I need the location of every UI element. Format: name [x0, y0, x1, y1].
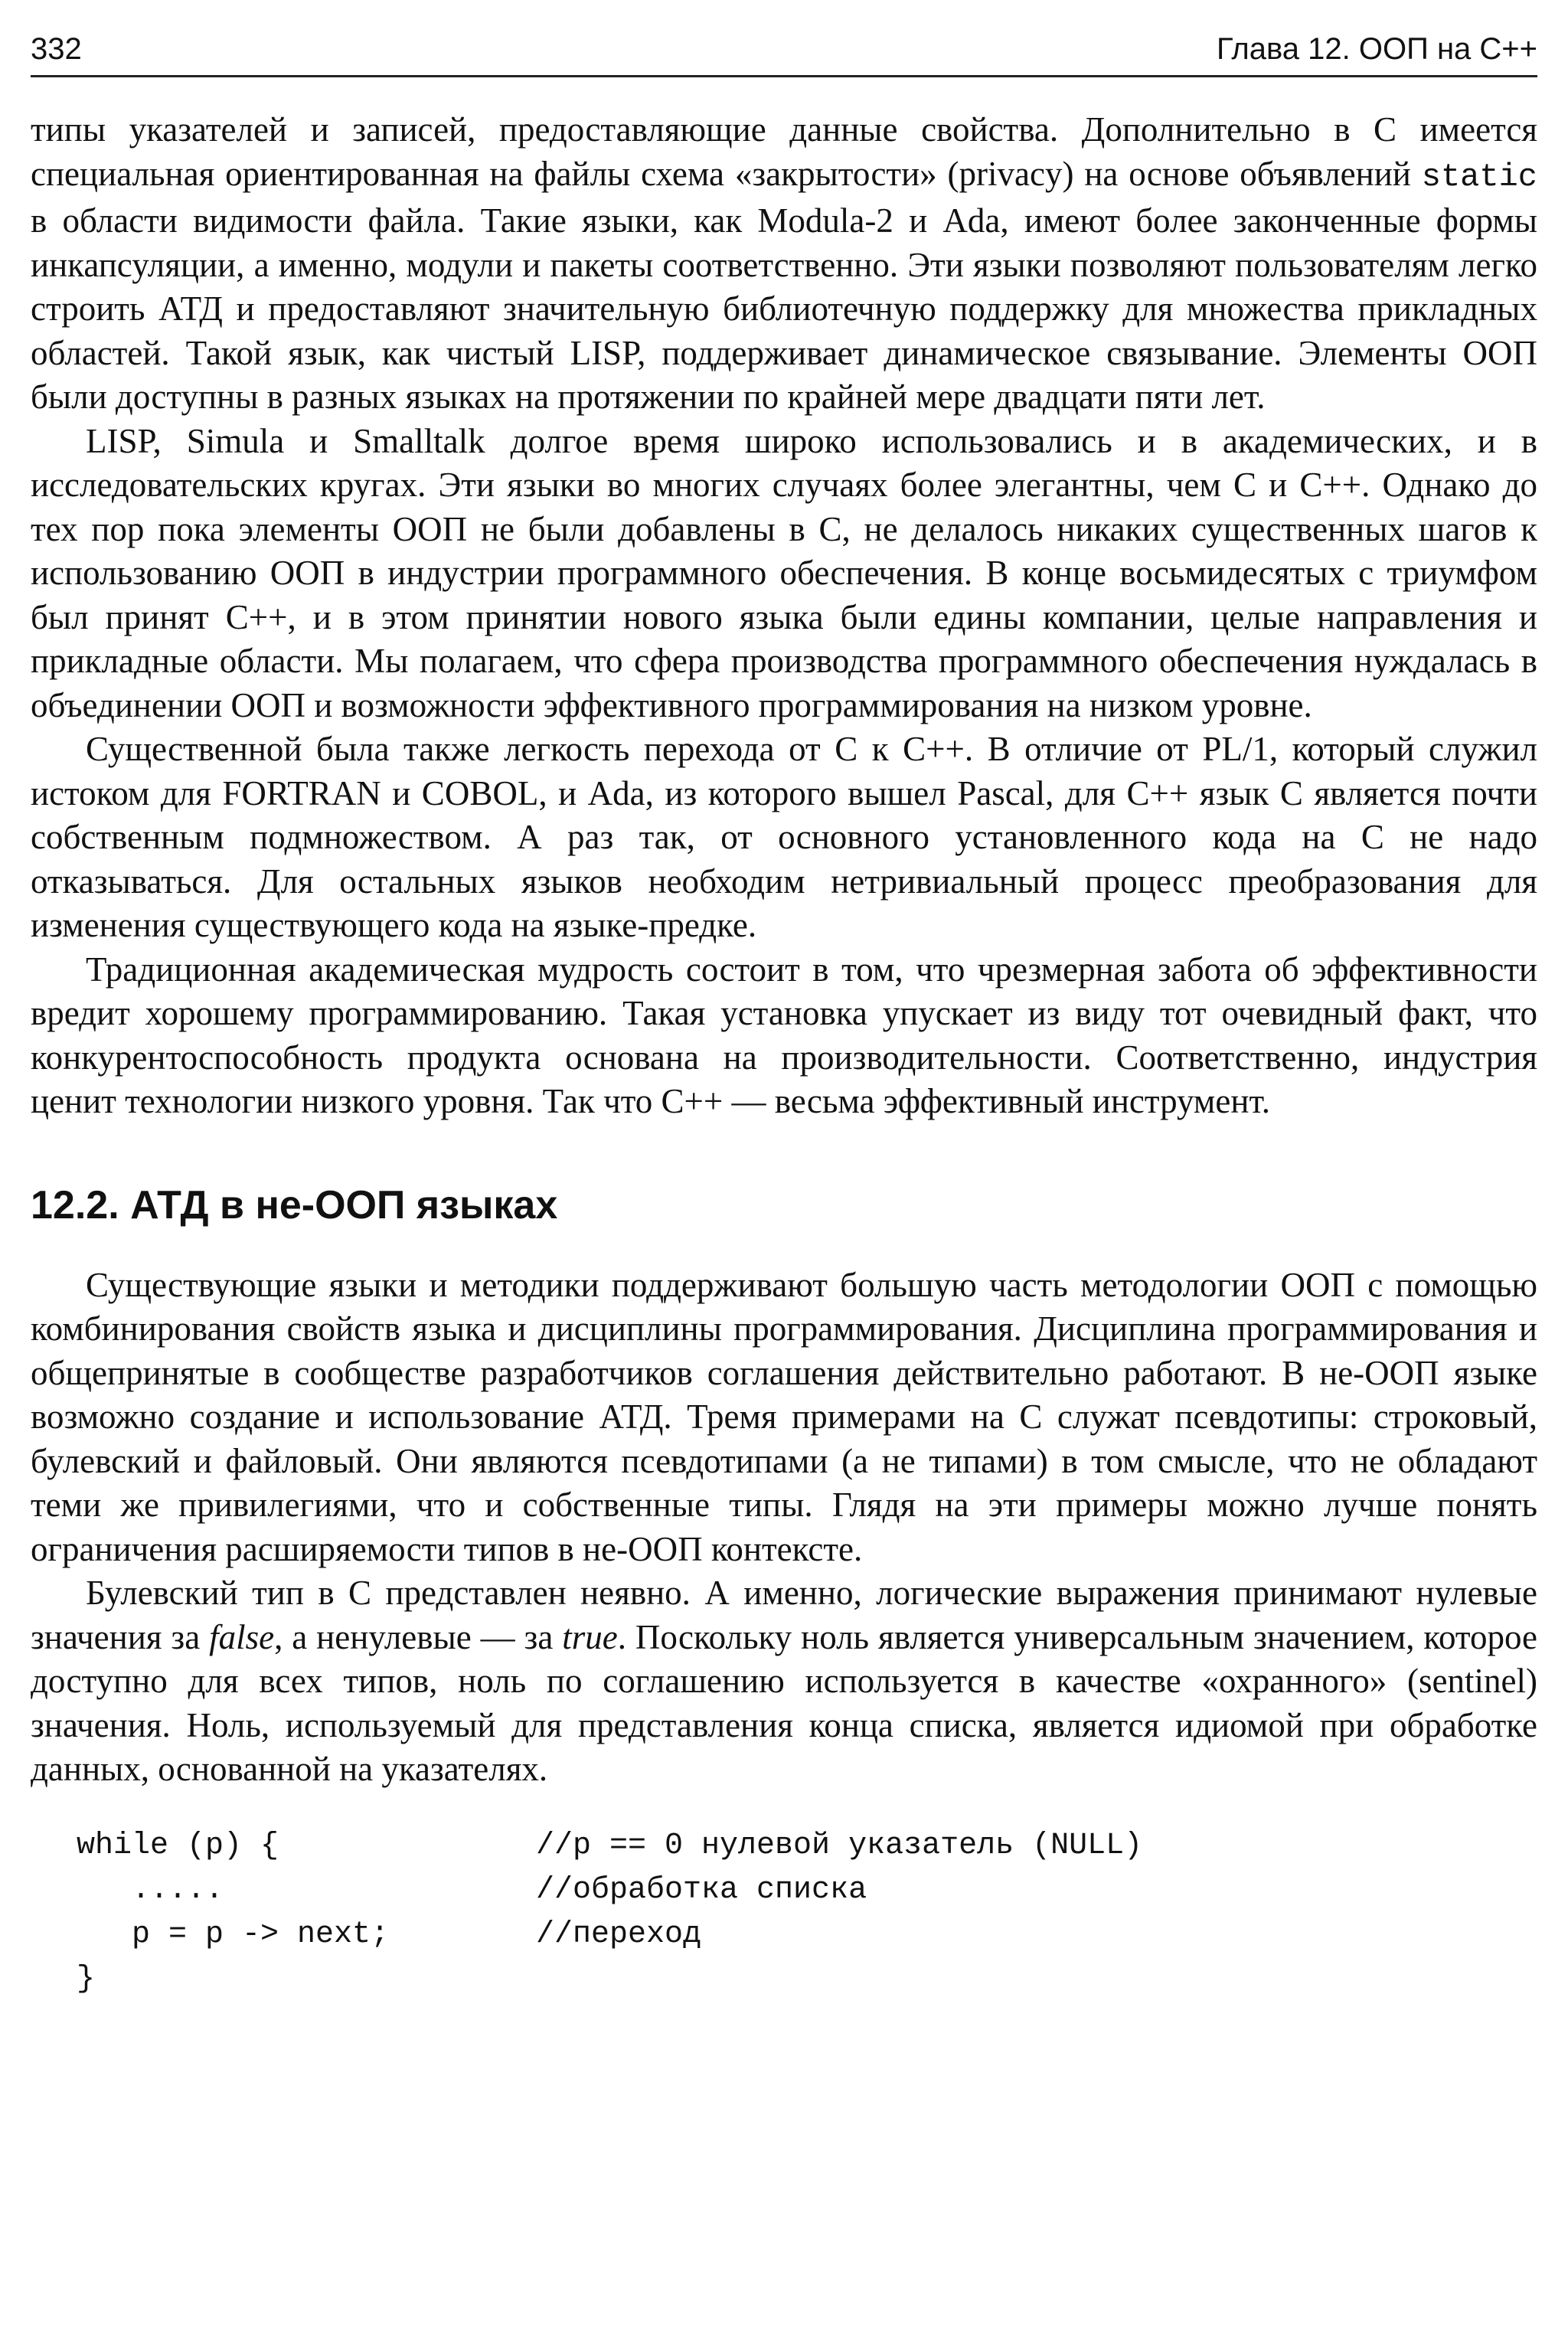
paragraph-text: типы указателей и записей, предоставляющие данные свойства. Дополнительно в С имеется специальная ориентированная на файлы схема «закрытости» (privacy) на основе объявлений	[31, 110, 1537, 193]
code-statement: p = p -> next;	[77, 1917, 390, 1952]
body-text	[31, 108, 1537, 1792]
code-line	[77, 1913, 1537, 1957]
code-comment: //обработка списка	[536, 1872, 867, 1907]
section-heading: 12.2. АТД в не-ООП языках	[31, 1182, 558, 1227]
code-listing	[77, 1824, 1537, 2002]
paragraph-academic-wisdom: Традиционная академическая мудрость состоит в том, что чрезмерная забота об эффективности вредит хорошему программированию. Такая установка упускает из виду тот очевидный факт, что конкурентоспособность продукта основана на производительности. Соответственно, индустрия ценит технологии низкого уровня. Так что С++ — весьма эффективный инструмент.	[31, 950, 1537, 1120]
code-comment: //p == 0 нулевой указатель (NULL)	[536, 1828, 1143, 1863]
code-statement: while (p) {	[77, 1828, 279, 1863]
paragraph-text: Булевский тип в С представлен неявно. А именно, логические выражения принимают нулевые значения за	[31, 1574, 1537, 1656]
code-comment: //переход	[536, 1917, 702, 1952]
chapter-title: Глава 12. ООП на С++	[1216, 32, 1537, 66]
code-line	[77, 1868, 1537, 1913]
paragraph-text: . Поскольку ноль является универсальным значением, которое доступно для всех типов, ноль по соглашению используется в качестве «охранного» (sentinel) значения. Ноль, используемый для представления конца списка, является идиомой при обработке данных, основанной на указателях.	[31, 1617, 1537, 1788]
paragraph-continuation	[31, 108, 1537, 420]
code-statement: .....	[77, 1872, 224, 1907]
code-line	[77, 1824, 1537, 1868]
inline-code-static: static	[1421, 158, 1537, 195]
page-number: 332	[31, 32, 82, 66]
paragraph-existing-languages: Существующие языки и методики поддерживают большую часть методологии ООП с помощью комбинирования свойств языка и дисциплины программирования. Дисциплина программирования и общепринятые в сообществе разработчиков соглашения действительно работают. В не-ООП языке возможно создание и использование АТД. Тремя примерами на С служат псевдотипы: строковый, булевский и файловый. Они являются псевдотипами (а не типами) в том смысле, что не обладают теми же привилегиями, что и собственные типы. Глядя на эти примеры можно лучше понять ограничения расширяемости типов в не-ООП контексте.	[31, 1265, 1537, 1568]
italic-true: true	[562, 1617, 618, 1656]
book-page	[31, 23, 1537, 2313]
code-statement: }	[77, 1961, 96, 1996]
code-line	[77, 1957, 1537, 2002]
paragraph-boolean-type	[31, 1571, 1537, 1792]
paragraph-transition-c-cpp: Существенной была также легкость перехода от С к С++. В отличие от PL/1, который служил истоком для FORTRAN и COBOL, и Ada, из которого вышел Pascal, для С++ язык С является почти собственным подмножеством. А раз так, от основного установленного кода на С не надо отказываться. Для остальных языков необходим нетривиальный процесс преобразования для изменения существующего кода на языке-предке.	[31, 730, 1537, 944]
running-header	[31, 23, 1537, 77]
paragraph-text: , а ненулевые — за	[274, 1617, 563, 1656]
italic-false: false	[209, 1617, 275, 1656]
paragraph-lisp-simula: LISP, Simula и Smalltalk долгое время широко использовались и в академических, и в исследовательских кругах. Эти языки во многих случаях более элегантны, чем С и С++. Однако до тех пор пока элементы ООП не были добавлены в С, не делалось никаких существенных шагов к использованию ООП в индустрии программного обеспечения. В конце восьмидесятых с триумфом был принят С++, и в этом принятии нового языка были едины компании, целые направления и прикладные области. Мы полагаем, что сфера производства программного обеспечения нуждалась в объединении ООП и возможности эффективного программирования на низком уровне.	[31, 421, 1537, 724]
paragraph-text: в области видимости файла. Такие языки, как Modula-2 и Ada, имеют более законченные формы инкапсуляции, а именно, модули и пакеты соответственно. Эти языки позволяют пользователям легко строить АТД и предоставляют значительную библиотечную поддержку для множества прикладных областей. Такой язык, как чистый LISP, поддерживает динамическое связывание. Элементы ООП были доступны в разных языках на протяжении по крайней мере двадцати пяти лет.	[31, 201, 1537, 416]
